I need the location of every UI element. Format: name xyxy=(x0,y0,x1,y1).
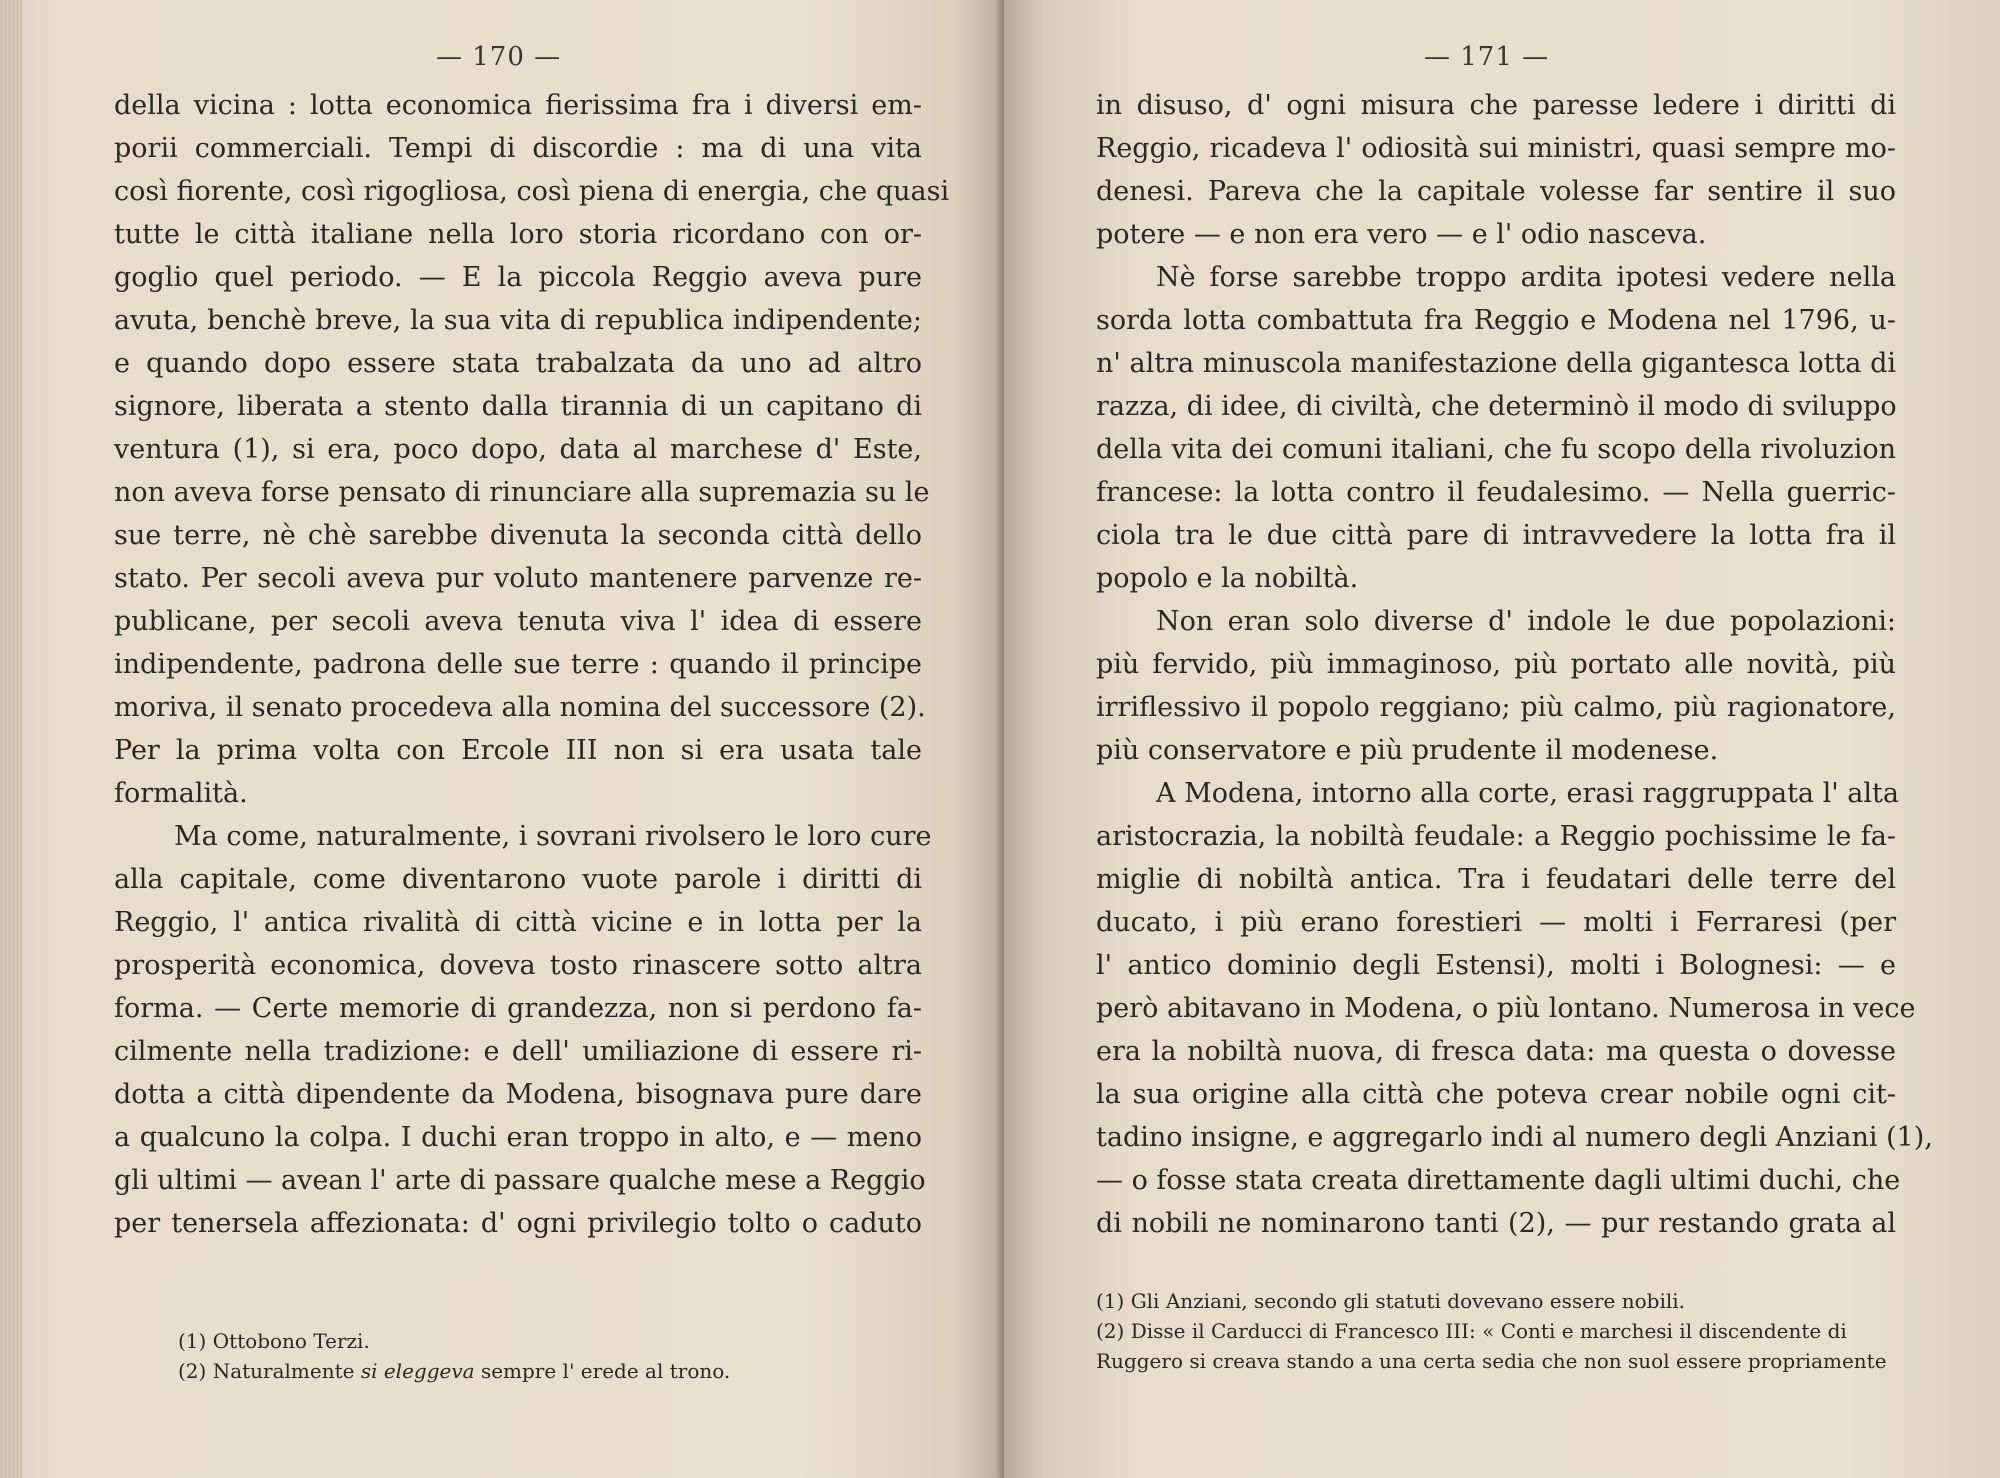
left-footnotes xyxy=(178,1326,878,1386)
text-line: avuta, benchè breve, la sua vita di republica indipendente; xyxy=(114,305,922,336)
text-line: signore, liberata a stento dalla tirannia di un capitano di xyxy=(114,391,922,422)
text-line: tutte le città italiane nella loro storia ricordano con or- xyxy=(114,219,922,250)
text-line: Per la prima volta con Ercole III non si era usata tale xyxy=(114,735,922,766)
right-page-body xyxy=(1096,84,1933,1245)
text-line: miglie di nobiltà antica. Tra i feudatari delle terre del xyxy=(1096,864,1896,895)
page-edge xyxy=(0,0,22,1478)
text-line: forma. — Certe memorie di grandezza, non si perdono fa- xyxy=(114,993,922,1024)
text-line: porii commerciali. Tempi di discordie : ma di una vita xyxy=(114,133,922,164)
text-line: cilmente nella tradizione: e dell' umiliazione di essere ri- xyxy=(114,1036,922,1067)
footnote-2-prefix: (2) Naturalmente xyxy=(178,1359,355,1383)
text-line: ducato, i più erano forestieri — molti i Ferraresi (per xyxy=(1096,907,1896,938)
text-line: n' altra minuscola manifestazione della gigantesca lotta di xyxy=(1096,348,1896,379)
text-line: irriflessivo il popolo reggiano; più calmo, più ragionatore, xyxy=(1096,692,1896,723)
text-line: popolo e la nobiltà. xyxy=(1096,563,1359,594)
footnote-2-suffix: sempre l' erede al trono. xyxy=(480,1359,731,1383)
footnote-2-line-1: (2) Disse il Carducci di Francesco III: « Conti e marchesi il discendente di xyxy=(1096,1319,1847,1343)
page-number-right: — 171 — xyxy=(1424,42,1550,72)
text-line: sue terre, nè chè sarebbe divenuta la seconda città dello xyxy=(114,520,922,551)
text-line: di nobili ne nominarono tanti (2), — pur restando grata al xyxy=(1096,1208,1896,1239)
text-line: Ma come, naturalmente, i sovrani rivolsero le loro cure xyxy=(174,821,932,852)
text-line: A Modena, intorno alla corte, erasi raggruppata l' alta xyxy=(1156,778,1899,809)
footnote-1: (1) Gli Anziani, secondo gli statuti dovevano essere nobili. xyxy=(1096,1289,1686,1313)
text-line: moriva, il senato procedeva alla nomina del successore (2). xyxy=(114,692,926,723)
footnote-2-line-2: Ruggero si creava stando a una certa sedia che non suol essere propriamente xyxy=(1096,1349,1887,1373)
text-line: non aveva forse pensato di rinunciare alla supremazia su le xyxy=(114,477,930,508)
text-line: denesi. Pareva che la capitale volesse far sentire il suo xyxy=(1096,176,1896,207)
text-line: era la nobiltà nuova, di fresca data: ma questa o dovesse xyxy=(1096,1036,1896,1067)
text-line: Reggio, l' antica rivalità di città vicine e in lotta per la xyxy=(114,907,922,938)
text-line: della vita dei comuni italiani, che fu scopo della rivoluzion xyxy=(1096,434,1896,465)
text-line: razza, di idee, di civiltà, che determinò il modo di sviluppo xyxy=(1096,391,1897,422)
text-line: però abitavano in Modena, o più lontano. Numerosa in vece xyxy=(1096,993,1916,1024)
footnote-1: (1) Ottobono Terzi. xyxy=(178,1329,370,1353)
text-line: gli ultimi — avean l' arte di passare qualche mese a Reggio xyxy=(114,1165,926,1196)
text-line: — o fosse stata creata direttamente dagli ultimi duchi, che xyxy=(1096,1165,1901,1196)
page-number-left: — 170 — xyxy=(436,42,562,72)
text-line: prosperità economica, doveva tosto rinascere sotto altra xyxy=(114,950,922,981)
text-line: publicane, per secoli aveva tenuta viva l' idea di essere xyxy=(114,606,922,637)
text-line: sorda lotta combattuta fra Reggio e Modena nel 1796, u- xyxy=(1096,305,1896,336)
text-line: Nè forse sarebbe troppo ardita ipotesi vedere nella xyxy=(1156,262,1896,293)
right-page xyxy=(1004,0,2000,1478)
footnote-2 xyxy=(178,1356,878,1386)
text-line: ventura (1), si era, poco dopo, data al marchese d' Este, xyxy=(114,434,922,465)
right-footnotes xyxy=(1096,1286,1896,1376)
text-line: più conservatore e più prudente il modenese. xyxy=(1096,735,1719,766)
text-line: formalità. xyxy=(114,778,248,809)
text-line: a qualcuno la colpa. I duchi eran troppo in alto, e — meno xyxy=(114,1122,922,1153)
text-line: aristocrazia, la nobiltà feudale: a Reggio pochissime le fa- xyxy=(1096,821,1896,852)
text-line: potere — e non era vero — e l' odio nasceva. xyxy=(1096,219,1707,250)
text-line: ciola tra le due città pare di intravvedere la lotta fra il xyxy=(1096,520,1896,551)
text-line: per tenersela affezionata: d' ogni privilegio tolto o caduto xyxy=(114,1208,922,1239)
text-line: tadino insigne, e aggregarlo indi al numero degli Anziani (1), xyxy=(1096,1122,1933,1153)
text-line: della vicina : lotta economica fierissima fra i diversi em- xyxy=(114,90,922,121)
footnote-2-italic: si eleggeva xyxy=(360,1359,475,1383)
text-line: la sua origine alla città che poteva crear nobile ogni cit- xyxy=(1096,1079,1896,1110)
text-line: goglio quel periodo. — E la piccola Reggio aveva pure xyxy=(114,262,922,293)
text-line: in disuso, d' ogni misura che paresse ledere i diritti di xyxy=(1096,90,1896,121)
text-line: dotta a città dipendente da Modena, bisognava pure dare xyxy=(114,1079,922,1110)
text-line: così fiorente, così rigogliosa, così piena di energia, che quasi xyxy=(114,176,950,207)
text-line: stato. Per secoli aveva pur voluto mantenere parvenze re- xyxy=(114,563,922,594)
text-line: più fervido, più immaginoso, più portato alle novità, più xyxy=(1096,649,1896,680)
text-line: Reggio, ricadeva l' odiosità sui ministri, quasi sempre mo- xyxy=(1096,133,1896,164)
left-page-body xyxy=(114,84,950,1245)
text-line: indipendente, padrona delle sue terre : quando il principe xyxy=(114,649,922,680)
text-line: Non eran solo diverse d' indole le due popolazioni: xyxy=(1156,606,1896,637)
text-line: francese: la lotta contro il feudalesimo. — Nella guerric- xyxy=(1096,477,1896,508)
text-line: alla capitale, come diventarono vuote parole i diritti di xyxy=(114,864,922,895)
text-line: e quando dopo essere stata trabalzata da uno ad altro xyxy=(114,348,922,379)
text-line: l' antico dominio degli Estensi), molti i Bolognesi: — e xyxy=(1096,950,1896,981)
